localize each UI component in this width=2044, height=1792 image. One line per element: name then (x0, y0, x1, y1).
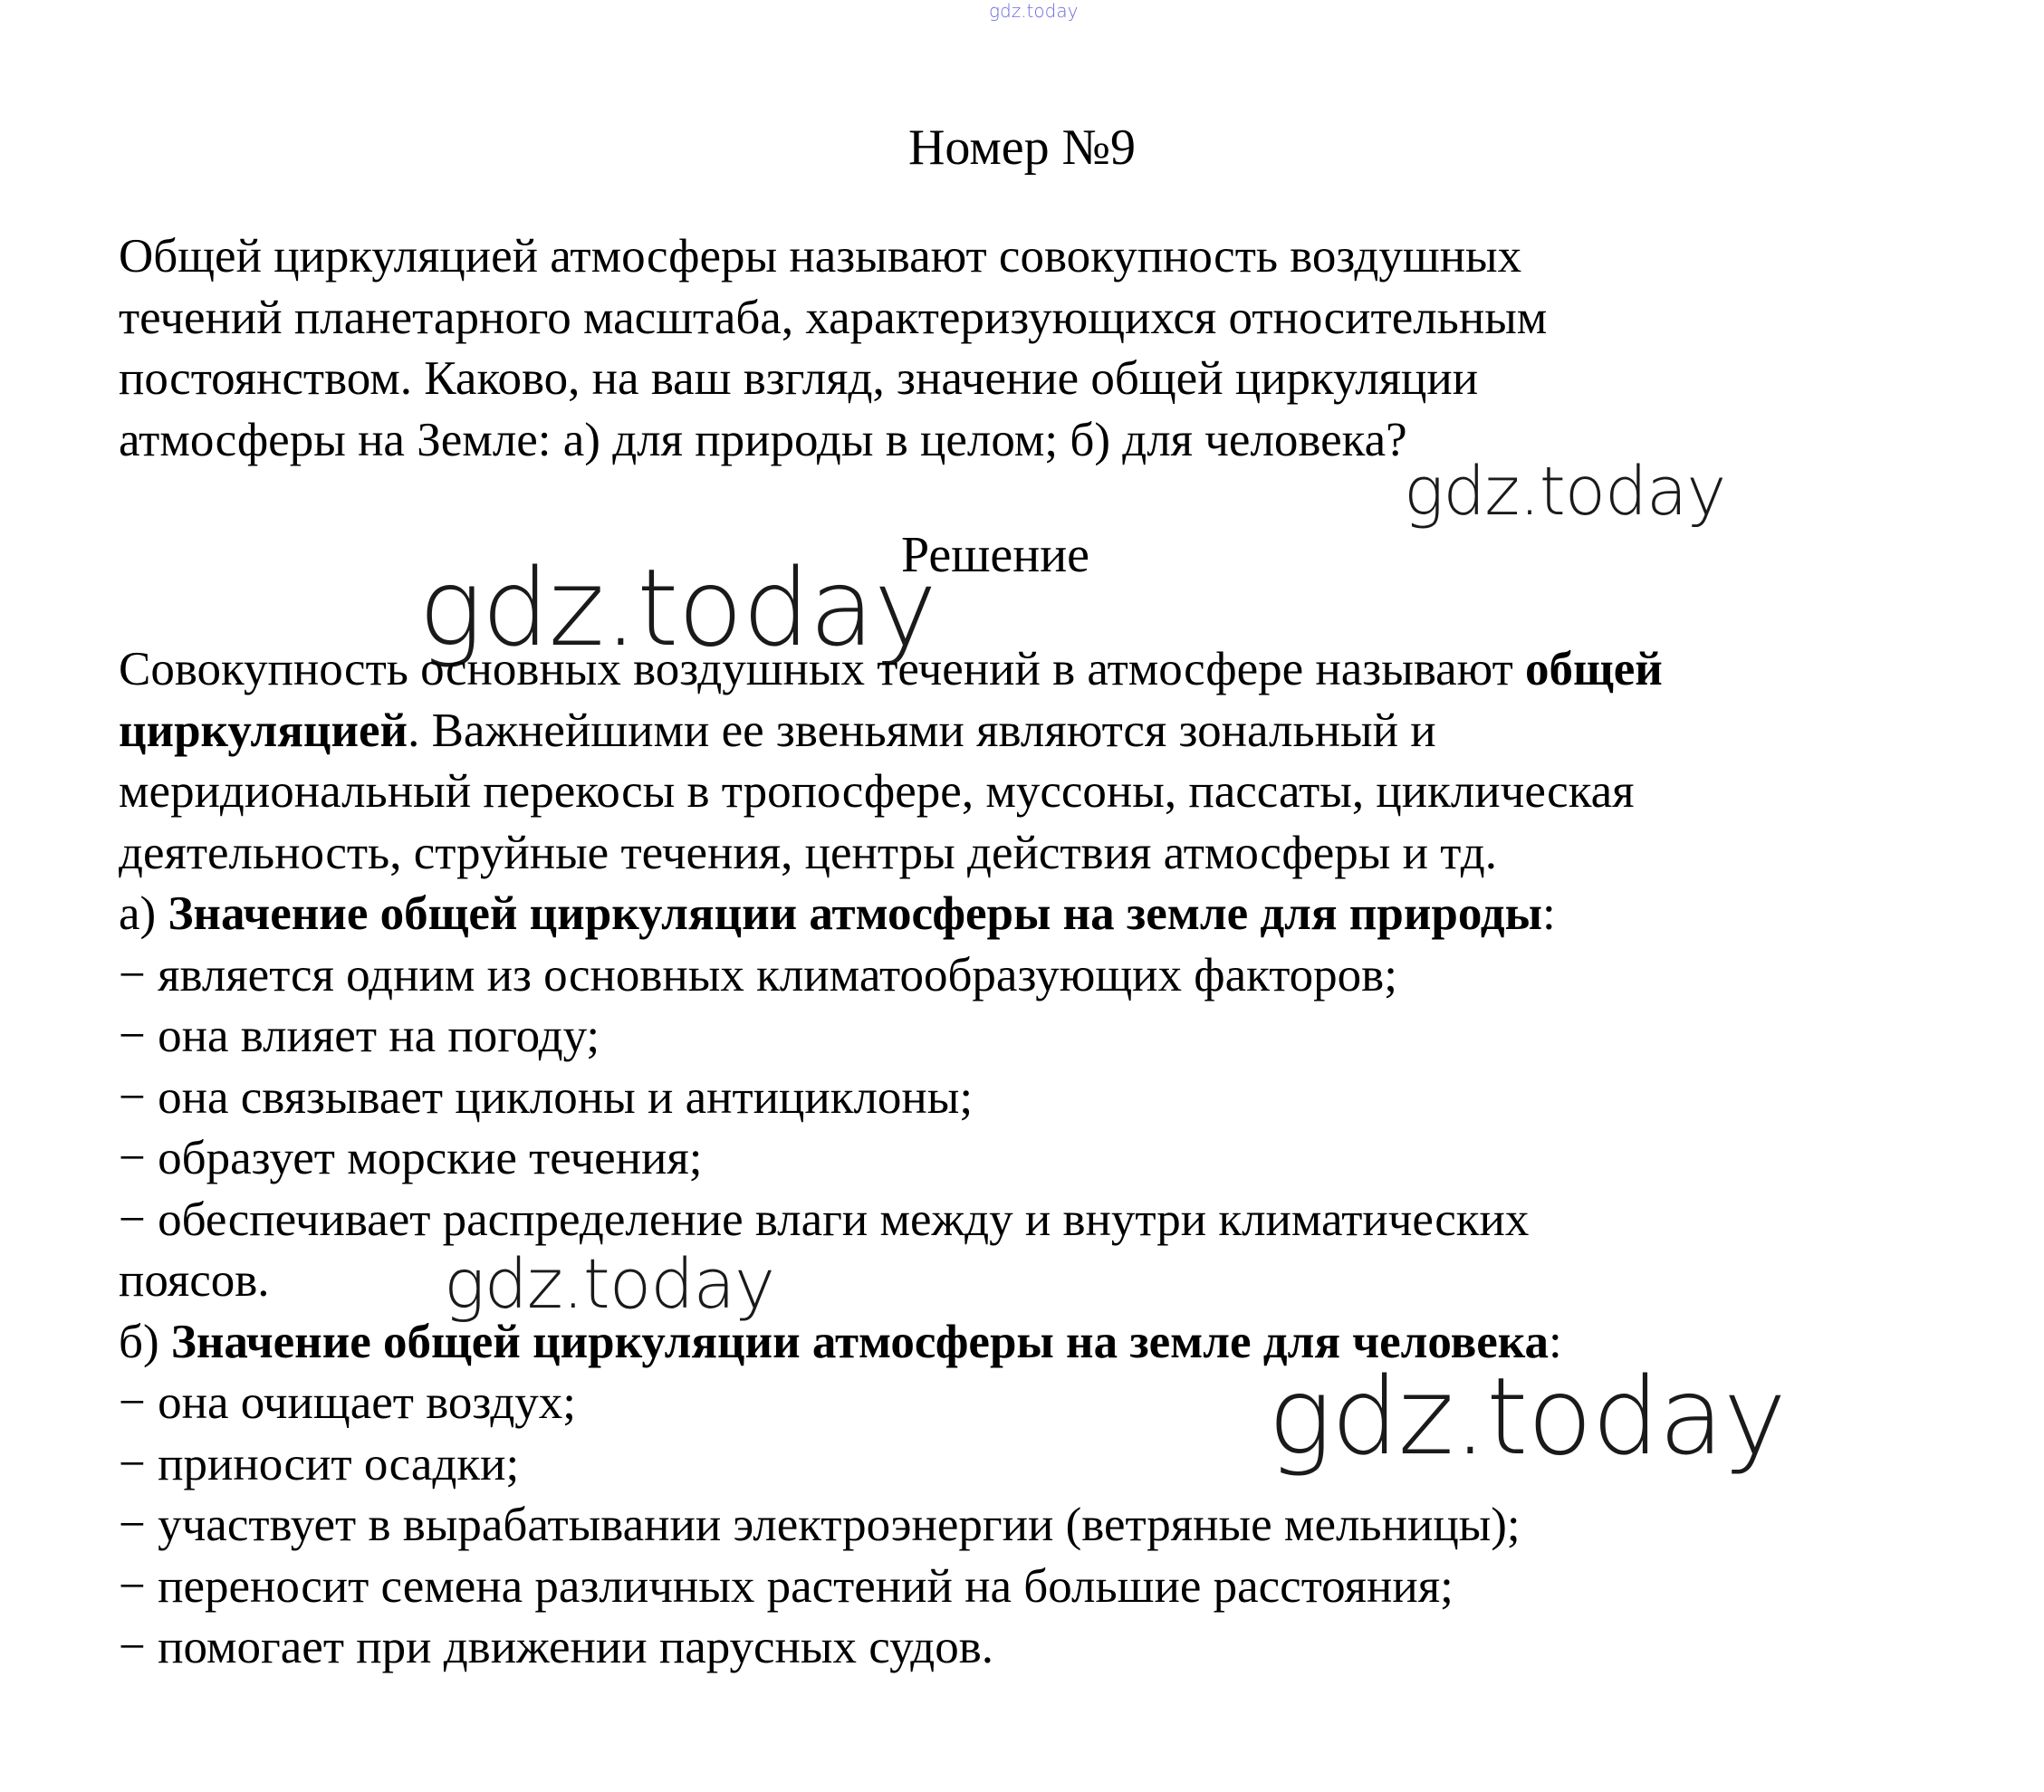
question-line: атмосферы на Земле: а) для природы в целом; б) для человека? (119, 413, 1407, 466)
list-item: − она связывает циклоны и антициклоны; (119, 1070, 974, 1124)
section-suffix: : (1548, 1315, 1562, 1368)
question-text (119, 226, 1930, 471)
list-item: − является одним из основных климатообразующих факторов; (119, 948, 1397, 1001)
section-b-heading (119, 1312, 1930, 1374)
answer-line: меридиональный перекосы в тропосфере, муссоны, пассаты, циклическая (119, 765, 1635, 818)
list-item: поясов. (119, 1254, 270, 1307)
bold-term: общей (1525, 643, 1663, 695)
list-item: − участвует в вырабатывании электроэнергии (ветряные мельницы); (119, 1499, 1521, 1551)
list-item: − помогает при движении парусных судов. (119, 1621, 994, 1673)
answer-line: деятельность, струйные течения, центры действия атмосферы и тд. (119, 826, 1497, 879)
question-line: течений планетарного масштаба, характеризующихся относительным (119, 291, 1548, 344)
page-title: Номер №9 (907, 120, 1137, 176)
list-item: − приносит осадки; (119, 1437, 520, 1490)
watermark: gdz.today (418, 545, 936, 670)
list-item: − образует морские течения; (119, 1132, 703, 1184)
watermark: gdz.today (1268, 1354, 1786, 1479)
section-a-heading (119, 884, 1930, 945)
section-prefix: а) (119, 887, 168, 940)
list-item: − обеспечивает распределение влаги между и внутри климатических (119, 1193, 1530, 1246)
question-line: Общей циркуляцией атмосферы называют совокупность воздушных (119, 230, 1522, 283)
watermark: gdz.today (1404, 453, 1726, 531)
watermark-top: gdz.today (989, 0, 1079, 22)
question-line: постоянством. Каково, на ваш взгляд, значение общей циркуляции (119, 352, 1479, 405)
bold-term: циркуляцией (119, 704, 408, 757)
list-item: − она влияет на погоду; (119, 1010, 600, 1062)
section-heading-bold: Значение общей циркуляции атмосферы на земле для природы (168, 887, 1543, 940)
answer-intro-text: Совокупность основных воздушных течений в атмосфере называют (119, 643, 1525, 695)
answer-intro-text: . Важнейшими ее звеньями являются зональный и (408, 704, 1436, 757)
answer-line (119, 701, 1930, 762)
section-prefix: б) (119, 1315, 171, 1368)
section-suffix: : (1542, 887, 1556, 940)
list-item: − переносит семена различных растений на большие расстояния; (119, 1559, 1454, 1613)
answer-line (119, 639, 1930, 701)
answer-text (119, 639, 1930, 1679)
solution-heading: Решение (901, 527, 1090, 583)
section-heading-bold: Значение общей циркуляции атмосферы на земле для человека (170, 1315, 1549, 1368)
list-item: − она очищает воздух; (119, 1376, 577, 1429)
watermark: gdz.today (444, 1243, 774, 1324)
